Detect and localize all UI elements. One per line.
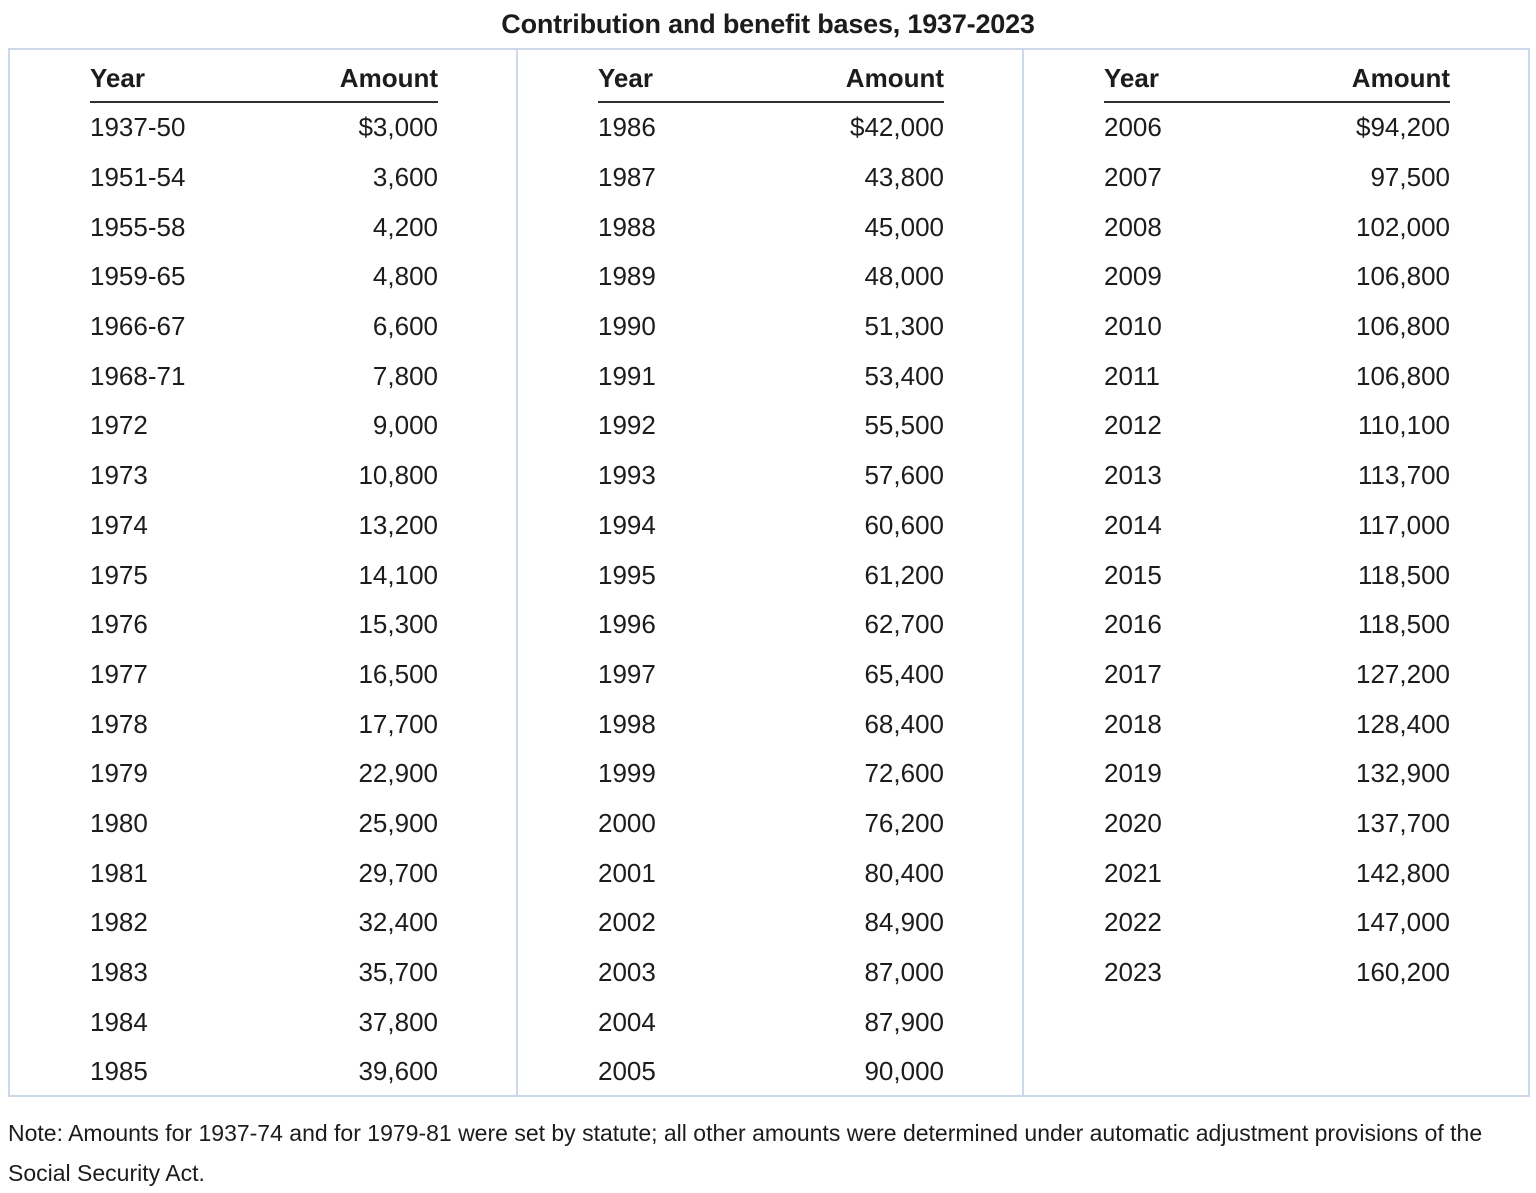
year-cell: 2006 bbox=[1104, 112, 1162, 143]
amount-cell: 147,000 bbox=[1356, 907, 1450, 938]
amount-cell: 60,600 bbox=[864, 509, 944, 540]
amount-cell: 97,500 bbox=[1370, 162, 1450, 193]
amount-cell: $42,000 bbox=[850, 112, 944, 143]
amount-cell: 106,800 bbox=[1356, 311, 1450, 342]
amount-cell: 72,600 bbox=[864, 758, 944, 789]
table-row bbox=[1104, 749, 1450, 799]
amount-cell: 4,200 bbox=[372, 211, 438, 242]
amount-cell: 43,800 bbox=[864, 162, 944, 193]
table-row bbox=[90, 501, 438, 551]
amount-cell: 55,500 bbox=[864, 410, 944, 441]
amount-cell: 137,700 bbox=[1356, 807, 1450, 838]
year-cell: 1955-58 bbox=[90, 211, 186, 242]
amount-cell: 142,800 bbox=[1356, 857, 1450, 888]
year-cell: 1986 bbox=[598, 112, 656, 143]
year-cell: 2001 bbox=[598, 857, 656, 888]
year-cell: 1979 bbox=[90, 758, 148, 789]
table-row bbox=[90, 600, 438, 650]
amount-cell: 15,300 bbox=[358, 609, 438, 640]
year-cell: 1995 bbox=[598, 559, 656, 590]
amount-cell: 25,900 bbox=[358, 807, 438, 838]
amount-cell: 76,200 bbox=[864, 807, 944, 838]
year-cell: 2019 bbox=[1104, 758, 1162, 789]
amount-cell: 113,700 bbox=[1357, 460, 1450, 491]
table-row bbox=[598, 252, 944, 302]
table-row bbox=[598, 600, 944, 650]
table-panel-2 bbox=[516, 50, 1022, 1097]
amount-cell: 90,000 bbox=[864, 1056, 944, 1087]
year-cell: 1994 bbox=[598, 509, 656, 540]
amount-cell: 118,500 bbox=[1357, 609, 1450, 640]
table-row bbox=[90, 302, 438, 352]
table-row bbox=[90, 799, 438, 849]
table-row bbox=[90, 451, 438, 501]
year-cell: 2004 bbox=[598, 1006, 656, 1037]
table-row bbox=[90, 202, 438, 252]
table-row bbox=[1104, 351, 1450, 401]
year-cell: 1992 bbox=[598, 410, 656, 441]
amount-cell: 62,700 bbox=[864, 609, 944, 640]
amount-cell: 35,700 bbox=[358, 957, 438, 988]
table-row bbox=[598, 202, 944, 252]
amount-cell: 80,400 bbox=[864, 857, 944, 888]
amount-cell: 61,200 bbox=[864, 559, 944, 590]
amount-column-header: Amount bbox=[845, 63, 944, 93]
table-row bbox=[598, 997, 944, 1047]
year-cell: 1991 bbox=[598, 360, 656, 391]
table-panel-1 bbox=[10, 50, 516, 1097]
year-cell: 1990 bbox=[598, 311, 656, 342]
year-cell: 1978 bbox=[90, 708, 148, 739]
page-title: Contribution and benefit bases, 1937-2023 bbox=[501, 9, 1035, 39]
year-cell: 1988 bbox=[598, 211, 656, 242]
amount-cell: 117,000 bbox=[1357, 509, 1450, 540]
year-cell: 1983 bbox=[90, 957, 148, 988]
amount-cell: 84,900 bbox=[864, 907, 944, 938]
table-body bbox=[598, 103, 944, 1097]
table-row bbox=[1104, 600, 1450, 650]
year-cell: 2022 bbox=[1104, 907, 1162, 938]
table-row bbox=[90, 848, 438, 898]
year-cell: 1993 bbox=[598, 460, 656, 491]
amount-cell: 13,200 bbox=[358, 509, 438, 540]
table-row bbox=[598, 1047, 944, 1097]
year-cell: 2002 bbox=[598, 907, 656, 938]
table-body bbox=[90, 103, 438, 1097]
amount-cell: 16,500 bbox=[358, 658, 438, 689]
table-row bbox=[90, 103, 438, 153]
year-cell: 2009 bbox=[1104, 261, 1162, 292]
table-row bbox=[1104, 451, 1450, 501]
year-cell: 2011 bbox=[1104, 360, 1160, 391]
year-cell: 1968-71 bbox=[90, 360, 186, 391]
year-cell: 1975 bbox=[90, 559, 148, 590]
table-row bbox=[598, 699, 944, 749]
table-row bbox=[1104, 550, 1450, 600]
table-row bbox=[1104, 898, 1450, 948]
amount-cell: 127,200 bbox=[1356, 658, 1450, 689]
amount-cell: 32,400 bbox=[358, 907, 438, 938]
year-cell: 2013 bbox=[1104, 460, 1162, 491]
table-row bbox=[90, 1047, 438, 1097]
amount-cell: 10,800 bbox=[358, 460, 438, 491]
year-cell: 2010 bbox=[1104, 311, 1162, 342]
year-cell: 1998 bbox=[598, 708, 656, 739]
table-row bbox=[598, 898, 944, 948]
amount-cell: 132,900 bbox=[1356, 758, 1450, 789]
year-cell: 1981 bbox=[90, 857, 148, 888]
table-row bbox=[1104, 103, 1450, 153]
table-body bbox=[1104, 103, 1450, 997]
table-row bbox=[90, 948, 438, 998]
year-column-header: Year bbox=[598, 63, 653, 93]
amount-cell: 87,900 bbox=[864, 1006, 944, 1037]
year-cell: 2007 bbox=[1104, 162, 1162, 193]
amount-column-header: Amount bbox=[339, 63, 438, 93]
year-cell: 2005 bbox=[598, 1056, 656, 1087]
table-header-row bbox=[598, 65, 944, 103]
amount-cell: 39,600 bbox=[358, 1056, 438, 1087]
amount-cell: 51,300 bbox=[864, 311, 944, 342]
amount-cell: 6,600 bbox=[372, 311, 438, 342]
table-row bbox=[90, 699, 438, 749]
table-note: Note: Amounts for 1937-74 and for 1979-81 were set by statute; all other amounts were determined under automatic adjustment provisions of the Social Security Act. bbox=[8, 1120, 1483, 1186]
table-row bbox=[1104, 848, 1450, 898]
table-header-row bbox=[1104, 65, 1450, 103]
amount-cell: 160,200 bbox=[1356, 957, 1450, 988]
amount-cell: 14,100 bbox=[358, 559, 438, 590]
year-cell: 1985 bbox=[90, 1056, 148, 1087]
year-cell: 1974 bbox=[90, 509, 148, 540]
table-row bbox=[598, 451, 944, 501]
amount-cell: 128,400 bbox=[1356, 708, 1450, 739]
amount-cell: 102,000 bbox=[1356, 211, 1450, 242]
year-cell: 1999 bbox=[598, 758, 656, 789]
amount-cell: $94,200 bbox=[1356, 112, 1450, 143]
table-row bbox=[1104, 252, 1450, 302]
table-row bbox=[598, 153, 944, 203]
table-panel-3 bbox=[1022, 50, 1528, 1097]
year-column-header: Year bbox=[90, 63, 145, 93]
amount-cell: 9,000 bbox=[372, 410, 438, 441]
amount-cell: 29,700 bbox=[358, 857, 438, 888]
table-row bbox=[598, 848, 944, 898]
table-row bbox=[90, 650, 438, 700]
table-row bbox=[1104, 948, 1450, 998]
table-row bbox=[90, 749, 438, 799]
table-row bbox=[1104, 699, 1450, 749]
table-row bbox=[1104, 650, 1450, 700]
amount-cell: 53,400 bbox=[864, 360, 944, 391]
table-row bbox=[598, 948, 944, 998]
amount-cell: 45,000 bbox=[864, 211, 944, 242]
table-row bbox=[598, 103, 944, 153]
table-row bbox=[598, 351, 944, 401]
year-cell: 2003 bbox=[598, 957, 656, 988]
table-row bbox=[598, 650, 944, 700]
table-row bbox=[1104, 501, 1450, 551]
year-cell: 1976 bbox=[90, 609, 148, 640]
table-header-row bbox=[90, 65, 438, 103]
amount-column-header: Amount bbox=[1351, 63, 1450, 93]
year-cell: 2023 bbox=[1104, 957, 1162, 988]
amount-cell: 118,500 bbox=[1357, 559, 1450, 590]
year-cell: 1980 bbox=[90, 807, 148, 838]
year-cell: 1987 bbox=[598, 162, 656, 193]
amount-cell: 106,800 bbox=[1356, 360, 1450, 391]
year-cell: 1973 bbox=[90, 460, 148, 491]
year-column-header: Year bbox=[1104, 63, 1159, 93]
year-cell: 2016 bbox=[1104, 609, 1162, 640]
amount-cell: 68,400 bbox=[864, 708, 944, 739]
table-row bbox=[1104, 401, 1450, 451]
year-cell: 2000 bbox=[598, 807, 656, 838]
amount-cell: 106,800 bbox=[1356, 261, 1450, 292]
year-cell: 1996 bbox=[598, 609, 656, 640]
table-row bbox=[1104, 202, 1450, 252]
year-cell: 2008 bbox=[1104, 211, 1162, 242]
year-cell: 1972 bbox=[90, 410, 148, 441]
table-row bbox=[1104, 302, 1450, 352]
year-cell: 2012 bbox=[1104, 410, 1162, 441]
table-row bbox=[1104, 799, 1450, 849]
table-row bbox=[598, 302, 944, 352]
year-cell: 1989 bbox=[598, 261, 656, 292]
year-cell: 2018 bbox=[1104, 708, 1162, 739]
year-cell: 1966-67 bbox=[90, 311, 186, 342]
table-row bbox=[598, 550, 944, 600]
amount-cell: 4,800 bbox=[372, 261, 438, 292]
amount-cell: $3,000 bbox=[358, 112, 438, 143]
table-row bbox=[598, 401, 944, 451]
table-row bbox=[598, 749, 944, 799]
table-row bbox=[90, 153, 438, 203]
year-cell: 1959-65 bbox=[90, 261, 186, 292]
year-cell: 1997 bbox=[598, 658, 656, 689]
amount-cell: 57,600 bbox=[864, 460, 944, 491]
amount-cell: 48,000 bbox=[864, 261, 944, 292]
amount-cell: 3,600 bbox=[372, 162, 438, 193]
year-cell: 1937-50 bbox=[90, 112, 186, 143]
amount-cell: 7,800 bbox=[372, 360, 438, 391]
year-cell: 1977 bbox=[90, 658, 148, 689]
table-row bbox=[598, 501, 944, 551]
table-row bbox=[90, 252, 438, 302]
table-row bbox=[90, 550, 438, 600]
year-cell: 2017 bbox=[1104, 658, 1162, 689]
amount-cell: 110,100 bbox=[1357, 410, 1450, 441]
year-cell: 2014 bbox=[1104, 509, 1162, 540]
amount-cell: 17,700 bbox=[358, 708, 438, 739]
table-row bbox=[90, 351, 438, 401]
amount-cell: 65,400 bbox=[864, 658, 944, 689]
contribution-benefit-table bbox=[8, 48, 1530, 1097]
table-row bbox=[90, 401, 438, 451]
year-cell: 1951-54 bbox=[90, 162, 186, 193]
year-cell: 2020 bbox=[1104, 807, 1162, 838]
amount-cell: 22,900 bbox=[358, 758, 438, 789]
table-row bbox=[1104, 153, 1450, 203]
year-cell: 2015 bbox=[1104, 559, 1162, 590]
year-cell: 1984 bbox=[90, 1006, 148, 1037]
year-cell: 1982 bbox=[90, 907, 148, 938]
year-cell: 2021 bbox=[1104, 857, 1162, 888]
amount-cell: 87,000 bbox=[864, 957, 944, 988]
table-row bbox=[90, 898, 438, 948]
amount-cell: 37,800 bbox=[358, 1006, 438, 1037]
table-row bbox=[598, 799, 944, 849]
table-row bbox=[90, 997, 438, 1047]
